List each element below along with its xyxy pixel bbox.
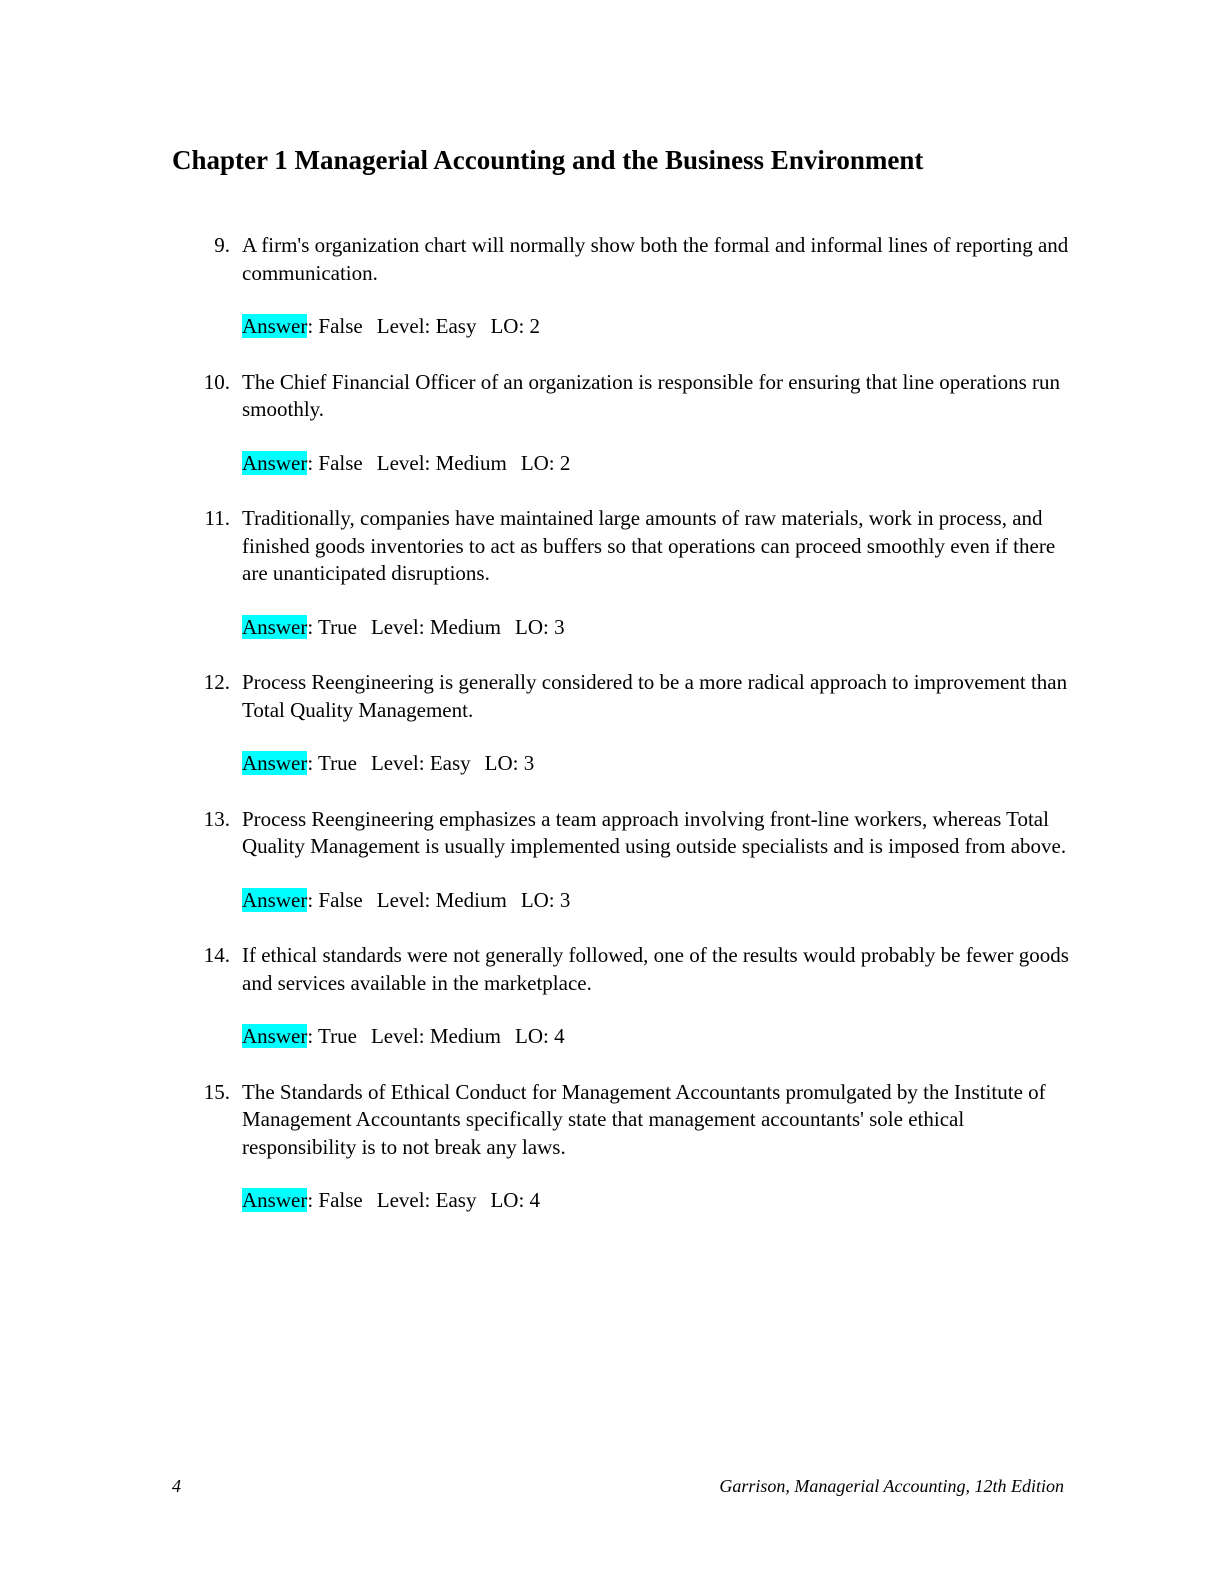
question-number: 13.: [203, 806, 230, 831]
lo-value: LO: 3: [515, 614, 565, 639]
question-item: [0, 669, 1224, 778]
lo-value: LO: 2: [520, 450, 571, 475]
level-value: Level: Medium: [370, 1024, 501, 1048]
answer-line: [242, 313, 1224, 341]
question-number: 10.: [203, 369, 230, 394]
level-value: Level: Easy: [376, 1188, 477, 1212]
question-item: [0, 369, 1224, 478]
question-list: [0, 232, 1224, 1215]
lo-value: LO: 3: [520, 887, 571, 912]
question-item: [0, 806, 1224, 915]
question-text: Traditionally, companies have maintained large amounts of raw materials, work in process, and finished goods inventories to act as buffers so that operations can proceed smoothly even if there are unanticipated disruptions.: [242, 506, 1056, 585]
page-number: 4: [172, 1476, 181, 1496]
answer-label: Answer: [242, 450, 308, 475]
question-text: A firm's organization chart will normally show both the formal and informal lines of reporting and communication.: [242, 233, 1069, 285]
question-item: [0, 232, 1224, 341]
answer-label: Answer: [242, 614, 308, 639]
question-text: The Standards of Ethical Conduct for Management Accountants promulgated by the Institute of Management Accountants specifically state that management accountants' sole ethical responsibility is to not break any laws.: [242, 1079, 1046, 1159]
footer-source: Garrison, Managerial Accounting, 12th Edition: [719, 1476, 1064, 1496]
answer-line: [242, 1187, 1224, 1215]
level-value: Level: Medium: [376, 887, 507, 912]
question-text: Process Reengineering emphasizes a team approach involving front-line workers, whereas Total Quality Management is usually implemented using outside specialists and is imposed from above.: [242, 806, 1067, 858]
level-value: Level: Easy: [376, 314, 477, 338]
question-item: [0, 505, 1224, 641]
question-number: 12.: [203, 670, 230, 694]
question-text: If ethical standards were not generally followed, one of the results would probably be fewer goods and services available in the marketplace.: [242, 943, 1069, 995]
question-item: [0, 1079, 1224, 1215]
question-number: 11.: [204, 506, 230, 530]
answer-label: Answer: [242, 887, 308, 912]
question-item: [0, 942, 1224, 1051]
question-number: 14.: [203, 943, 230, 967]
answer-value: : False: [307, 450, 363, 475]
answer-label: Answer: [242, 1024, 308, 1048]
lo-value: LO: 3: [484, 751, 535, 775]
answer-line: [242, 450, 1224, 478]
answer-value: : False: [307, 887, 363, 912]
answer-label: Answer: [242, 751, 308, 775]
question-number: 15.: [203, 1079, 230, 1104]
answer-label: Answer: [242, 1188, 308, 1212]
level-value: Level: Medium: [370, 614, 501, 639]
question-text: Process Reengineering is generally considered to be a more radical approach to improvement than Total Quality Management.: [242, 670, 1068, 722]
answer-value: : True: [307, 1024, 357, 1048]
lo-value: LO: 2: [490, 314, 541, 338]
chapter-title: Chapter 1 Managerial Accounting and the Business Environment: [172, 145, 924, 175]
answer-value: : True: [307, 614, 357, 639]
level-value: Level: Easy: [370, 751, 471, 775]
answer-line: [242, 887, 1224, 915]
answer-line: [242, 614, 1224, 642]
answer-line: [242, 750, 1224, 778]
answer-label: Answer: [242, 314, 308, 338]
lo-value: LO: 4: [515, 1024, 565, 1048]
answer-value: : False: [307, 314, 363, 338]
question-number: 9.: [214, 233, 230, 257]
question-text: The Chief Financial Officer of an organization is responsible for ensuring that line operations run smoothly.: [242, 369, 1060, 421]
lo-value: LO: 4: [490, 1188, 541, 1212]
answer-value: : False: [307, 1188, 363, 1212]
level-value: Level: Medium: [376, 450, 507, 475]
answer-line: [242, 1023, 1224, 1051]
answer-value: : True: [307, 751, 357, 775]
